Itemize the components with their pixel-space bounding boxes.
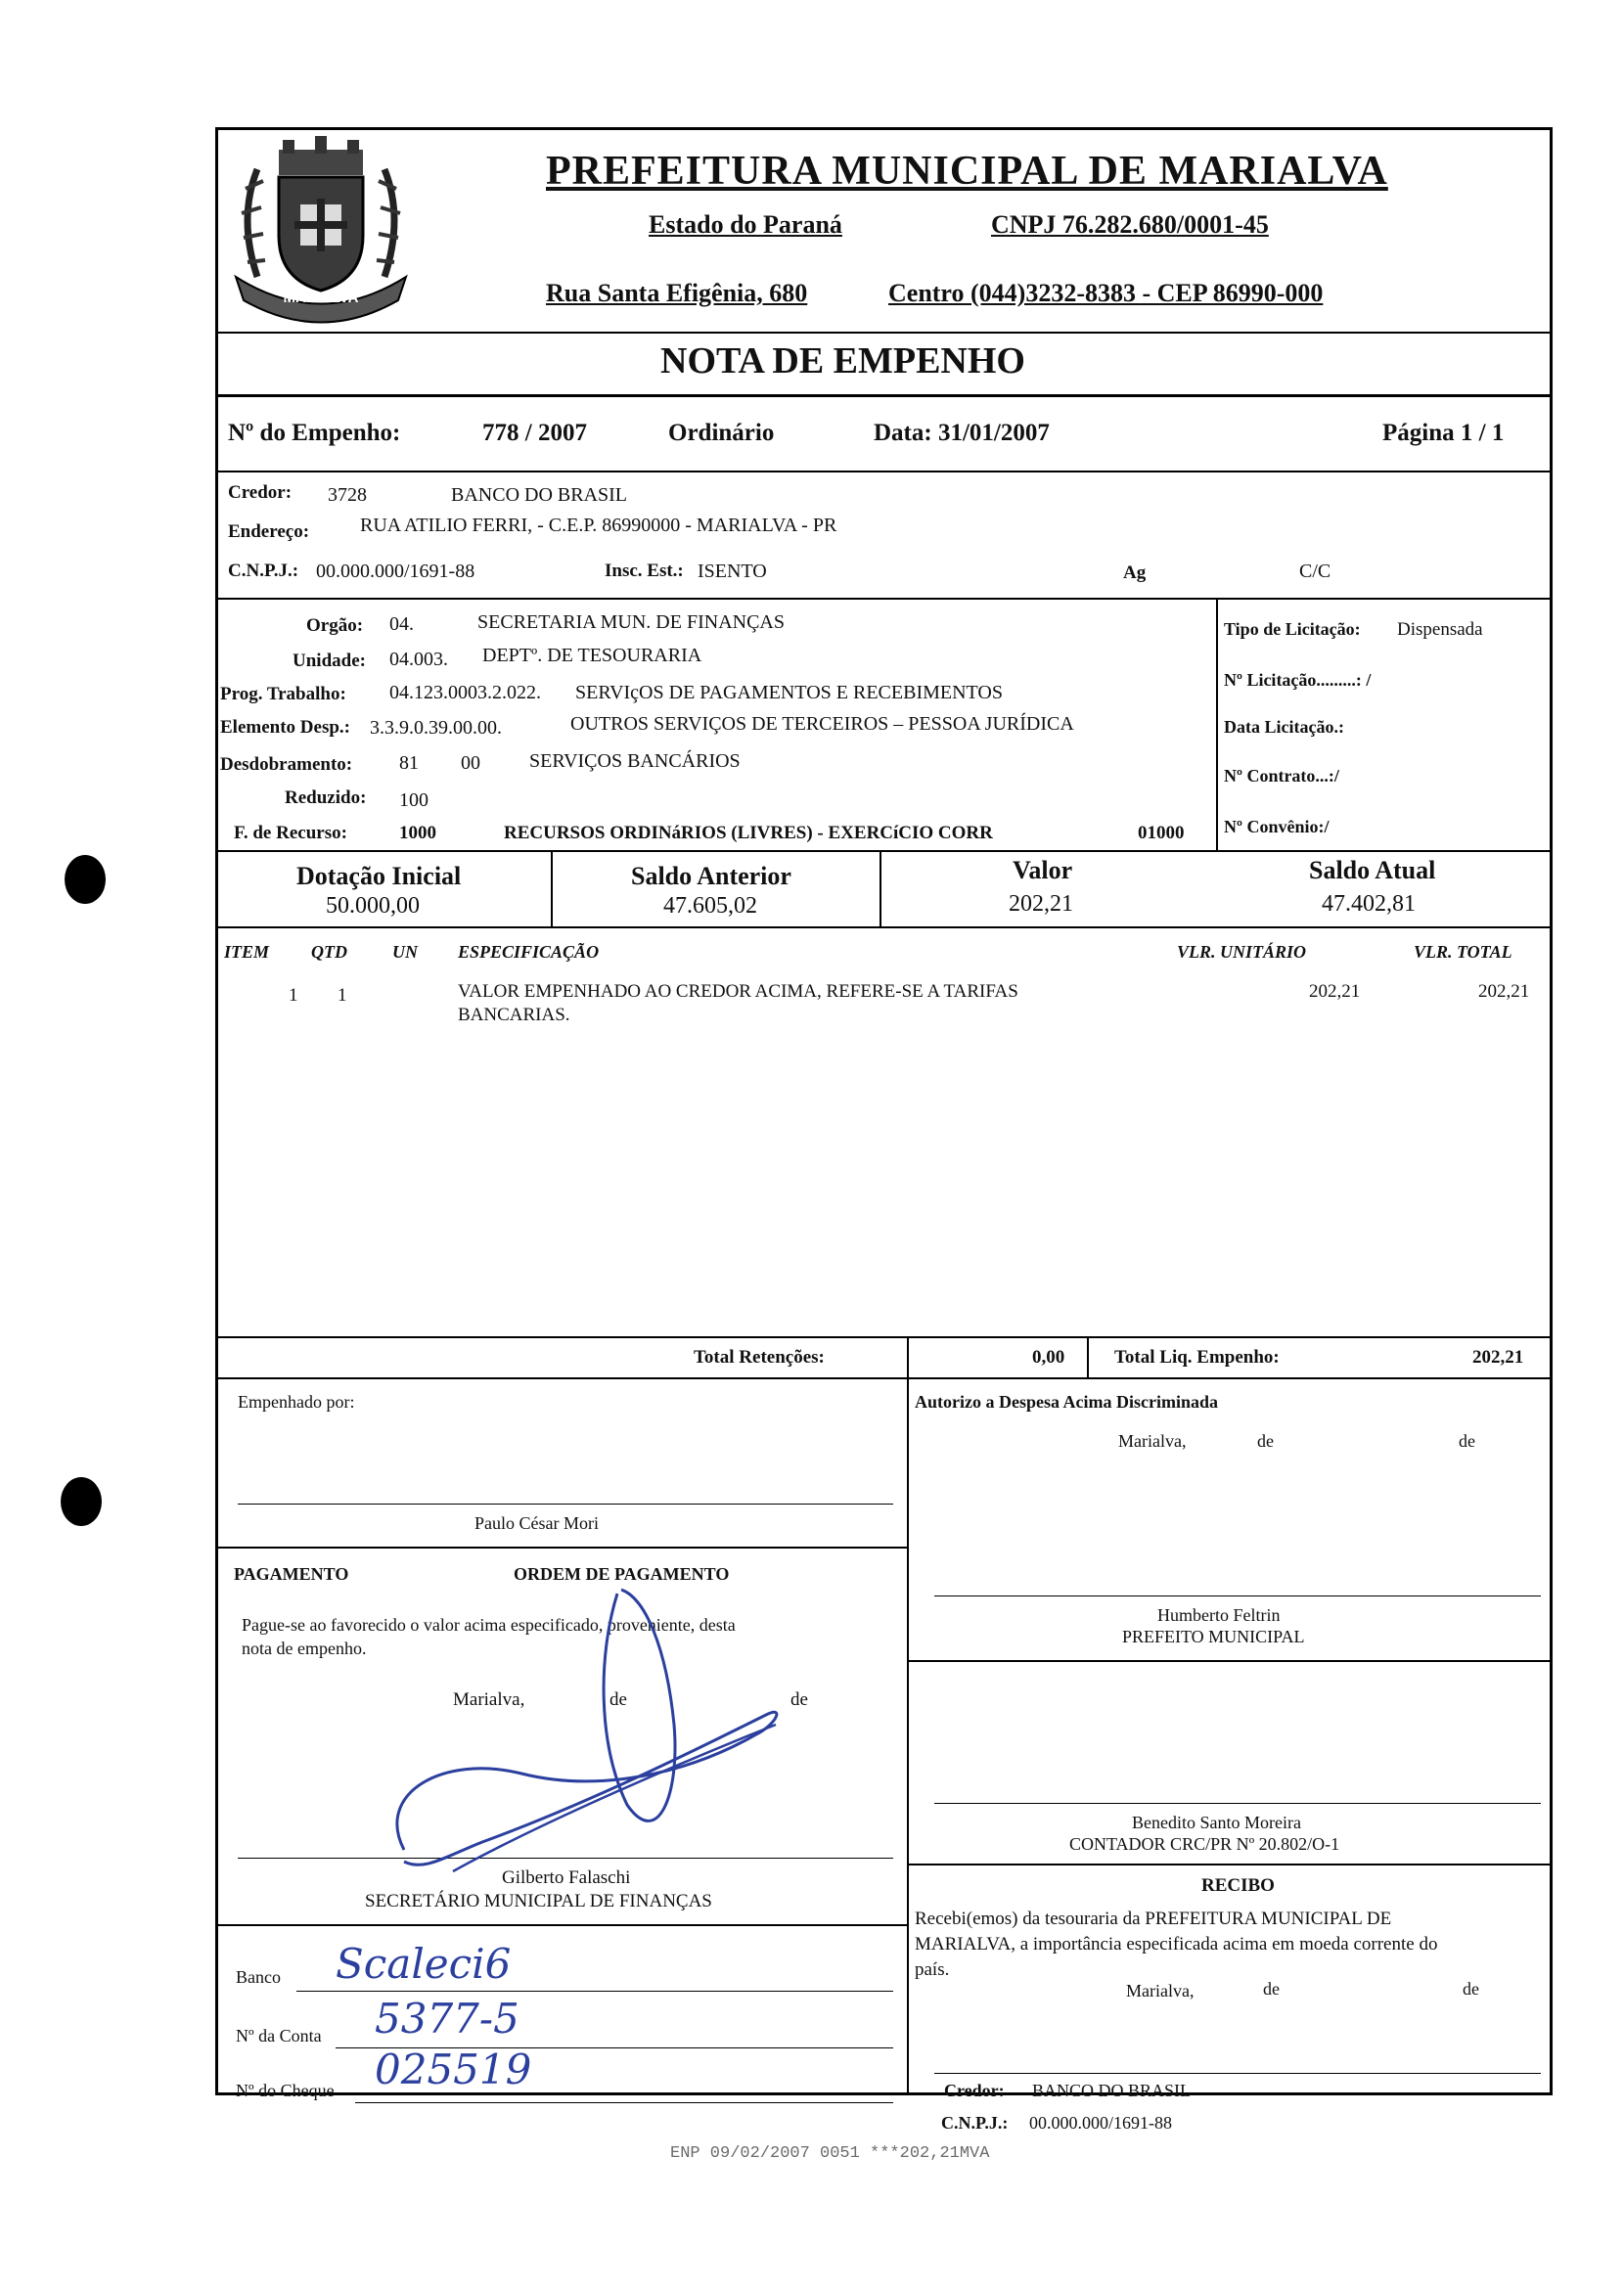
state-label: Estado do Paraná	[649, 210, 842, 239]
divider	[218, 850, 1550, 852]
divider	[218, 1547, 907, 1549]
ordem-pagamento-heading: ORDEM DE PAGAMENTO	[514, 1564, 730, 1584]
reduzido-label: Reduzido:	[285, 787, 367, 808]
spec-col-header: ESPECIFICAÇÃO	[458, 942, 600, 962]
svg-text:MARIALVA: MARIALVA	[283, 290, 359, 306]
insc-est-label: Insc. Est.:	[605, 561, 684, 581]
nota-de-empenho-form	[215, 127, 1553, 2100]
cheque-label: Nº do Cheque	[236, 2081, 335, 2100]
cnpj-label: CNPJ 76.282.680/0001-45	[991, 210, 1269, 239]
municipal-crest-icon	[218, 130, 424, 336]
recibo-de-2: de	[1463, 1979, 1479, 1999]
address-contact-label: Centro (044)3232-8383 - CEP 86990-000	[888, 279, 1324, 307]
credor-cnpj: 00.000.000/1691-88	[316, 561, 475, 582]
numero-contrato: Nº Contrato...:/	[1224, 766, 1339, 786]
cnpj-credor-label: C.N.P.J.:	[228, 561, 299, 581]
header	[218, 130, 1550, 336]
signature-line	[238, 1504, 893, 1505]
fonte-recurso-label: F. de Recurso:	[234, 823, 347, 843]
recibo-line3: país.	[915, 1959, 950, 1980]
address-label: Rua Santa Efigênia, 680	[546, 279, 808, 307]
cheque-line	[355, 2102, 893, 2103]
item-col-header: ITEM	[224, 942, 270, 962]
empenho-number-label: Nº do Empenho:	[228, 420, 401, 446]
orgao-code: 04.	[389, 613, 414, 635]
item-qty: 1	[338, 985, 347, 1006]
autorizo-city: Marialva,	[1118, 1431, 1187, 1451]
item-number: 1	[289, 985, 298, 1006]
pagamento-heading: PAGAMENTO	[234, 1564, 349, 1584]
recibo-heading: RECIBO	[1201, 1875, 1275, 1896]
recibo-city: Marialva,	[1126, 1981, 1195, 2000]
pague-se-line2: nota de empenho.	[242, 1639, 367, 1658]
numero-convenio: Nº Convênio:/	[1224, 817, 1330, 836]
recibo-cnpj: 00.000.000/1691-88	[1029, 2113, 1172, 2133]
item-unit-value: 202,21	[1309, 981, 1361, 1002]
divider	[907, 1336, 909, 1377]
total-liquido-value: 202,21	[1472, 1347, 1524, 1368]
signature-line	[934, 1595, 1541, 1596]
divider	[880, 850, 881, 926]
valor-label: Valor	[1013, 856, 1073, 884]
ordem-de-1: de	[609, 1689, 627, 1710]
item-spec-line1: VALOR EMPENHADO AO CREDOR ACIMA, REFERE-SE A TARIFAS	[458, 981, 1018, 1002]
prefeito-title: PREFEITO MUNICIPAL	[1122, 1627, 1305, 1646]
divider	[907, 1660, 1550, 1662]
unit-value-col-header: VLR. UNITÁRIO	[1177, 942, 1307, 962]
tipo-licitacao-value: Dispensada	[1397, 619, 1483, 640]
punch-hole-bottom	[61, 1477, 102, 1526]
divider	[218, 1336, 1550, 1338]
recibo-credor-label: Credor:	[944, 2081, 1005, 2100]
endereco-label: Endereço:	[228, 521, 310, 542]
dotacao-inicial-label: Dotação Inicial	[296, 862, 462, 890]
total-liquido-label: Total Liq. Empenho:	[1114, 1347, 1280, 1368]
conta-label: Nº da Conta	[236, 2026, 322, 2045]
divider	[218, 471, 1550, 472]
autorizo-de-1: de	[1257, 1431, 1274, 1451]
empenho-date: Data: 31/01/2007	[874, 420, 1050, 446]
unidade-name: DEPTº. DE TESOURARIA	[482, 645, 702, 666]
item-total-value: 202,21	[1478, 981, 1530, 1002]
cheque-handwriting: 025519	[375, 2045, 532, 2093]
banco-label: Banco	[236, 1967, 281, 1987]
reduzido-value: 100	[399, 789, 429, 811]
recibo-line2: MARIALVA, a importância especificada acima em moeda corrente do	[915, 1934, 1438, 1955]
recibo-cnpj-label: C.N.P.J.:	[941, 2113, 1009, 2133]
pague-se-line1: Pague-se ao favorecido o valor acima especificado, proveniente, desta	[242, 1615, 736, 1635]
divider	[218, 394, 1550, 397]
empenhado-por-name: Paulo César Mori	[474, 1513, 599, 1533]
tipo-licitacao-label: Tipo de Licitação:	[1224, 619, 1361, 639]
insc-est-value: ISENTO	[698, 561, 767, 582]
total-retencoes-label: Total Retenções:	[694, 1347, 825, 1368]
contador-title: CONTADOR CRC/PR Nº 20.802/O-1	[1069, 1834, 1340, 1854]
elemento-code: 3.3.9.0.39.00.00.	[370, 717, 502, 739]
empenhado-por-label: Empenhado por:	[238, 1392, 355, 1412]
unidade-label: Unidade:	[293, 651, 366, 671]
desdobramento-sub: 00	[461, 752, 480, 774]
empenho-number: 778 / 2007	[482, 420, 587, 446]
page-indicator: Página 1 / 1	[1382, 420, 1505, 446]
autorizo-de-2: de	[1459, 1431, 1475, 1451]
punch-hole-top	[65, 855, 106, 904]
saldo-atual-label: Saldo Atual	[1309, 856, 1436, 884]
divider	[218, 926, 1550, 928]
banco-handwriting: Scaleci6	[336, 1940, 512, 1988]
divider	[1087, 1336, 1089, 1377]
total-retencoes-value: 0,00	[1032, 1347, 1065, 1368]
orgao-label: Orgão:	[306, 615, 364, 636]
total-value-col-header: VLR. TOTAL	[1414, 942, 1512, 962]
desdobramento-name: SERVIÇOS BANCÁRIOS	[529, 750, 741, 772]
secretario-name: Gilberto Falaschi	[502, 1867, 631, 1888]
empenho-type: Ordinário	[668, 420, 775, 446]
divider	[551, 850, 553, 926]
divider	[907, 1377, 909, 2092]
conta-corrente-label: C/C	[1299, 561, 1331, 582]
ordem-city: Marialva,	[453, 1689, 525, 1710]
municipality-title: PREFEITURA MUNICIPAL DE MARIALVA	[546, 149, 1388, 194]
data-licitacao: Data Licitação.:	[1224, 717, 1344, 737]
qtd-col-header: QTD	[311, 942, 347, 962]
contador-name: Benedito Santo Moreira	[1132, 1813, 1301, 1832]
un-col-header: UN	[392, 942, 418, 962]
recibo-de-1: de	[1263, 1979, 1280, 1999]
numero-licitacao: Nº Licitação.........: /	[1224, 670, 1372, 690]
autorizo-heading: Autorizo a Despesa Acima Discriminada	[915, 1392, 1218, 1412]
recibo-line1: Recebi(emos) da tesouraria da PREFEITURA MUNICIPAL DE	[915, 1909, 1392, 1929]
prog-trabalho-label: Prog. Trabalho:	[220, 684, 346, 704]
fonte-recurso-number: 01000	[1138, 823, 1185, 843]
divider	[907, 1864, 1550, 1865]
divider	[1216, 598, 1218, 850]
banco-line	[296, 1991, 893, 1992]
desdobramento-label: Desdobramento:	[220, 754, 353, 775]
secretario-title: SECRETÁRIO MUNICIPAL DE FINANÇAS	[365, 1891, 712, 1911]
credor-label: Credor:	[228, 482, 293, 503]
divider	[218, 1377, 1550, 1379]
item-spec-line2: BANCARIAS.	[458, 1005, 570, 1025]
secretario-signature	[365, 1578, 815, 1910]
desdobramento-code: 81	[399, 752, 419, 774]
elemento-label: Elemento Desp.:	[220, 717, 350, 738]
prog-trabalho-name: SERVIçOS DE PAGAMENTOS E RECEBIMENTOS	[575, 682, 1003, 703]
divider	[218, 598, 1550, 600]
dotacao-inicial-value: 50.000,00	[326, 893, 420, 919]
fonte-recurso-code: 1000	[399, 823, 436, 843]
divider	[218, 1924, 907, 1926]
saldo-anterior-value: 47.605,02	[663, 893, 757, 919]
prog-trabalho-code: 04.123.0003.2.022.	[389, 682, 541, 703]
ordem-de-2: de	[790, 1689, 808, 1710]
credor-address: RUA ATILIO FERRI, - C.E.P. 86990000 - MARIALVA - PR	[360, 515, 837, 536]
saldo-anterior-label: Saldo Anterior	[631, 862, 791, 890]
prefeito-name: Humberto Feltrin	[1157, 1605, 1281, 1625]
agencia-label: Ag	[1123, 562, 1147, 583]
fonte-recurso-name: RECURSOS ORDINáRIOS (LIVRES) - EXERCíCIO CORR	[504, 823, 993, 843]
signature-line	[934, 2073, 1541, 2074]
signature-line	[934, 1803, 1541, 1804]
document-title: NOTA DE EMPENHO	[660, 340, 1025, 382]
recibo-credor-name: BANCO DO BRASIL	[1032, 2081, 1192, 2100]
divider	[218, 332, 1550, 334]
unidade-code: 04.003.	[389, 649, 448, 670]
credor-name: BANCO DO BRASIL	[451, 484, 628, 506]
conta-handwriting: 5377-5	[375, 1995, 519, 2043]
elemento-name: OUTROS SERVIÇOS DE TERCEIROS – PESSOA JURÍDICA	[570, 713, 1074, 735]
saldo-atual-value: 47.402,81	[1322, 891, 1416, 917]
credor-code: 3728	[328, 484, 367, 506]
valor-value: 202,21	[1009, 891, 1073, 917]
processing-stamp: ENP 09/02/2007 0051 ***202,21MVA	[670, 2144, 990, 2163]
orgao-name: SECRETARIA MUN. DE FINANÇAS	[477, 611, 785, 633]
